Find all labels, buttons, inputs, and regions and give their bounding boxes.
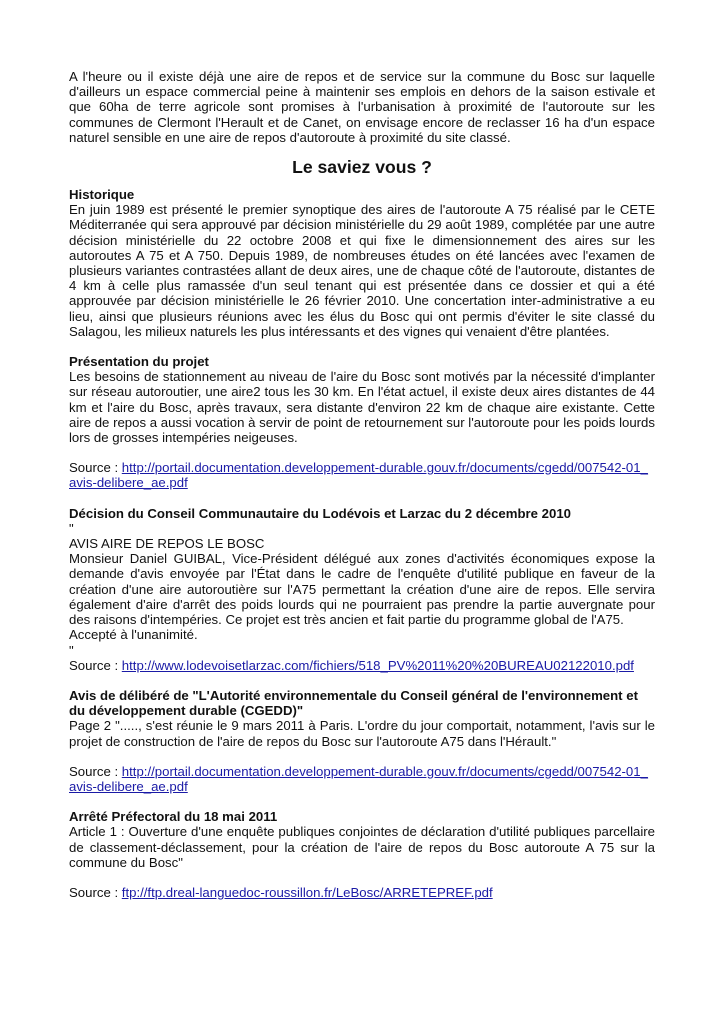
historique-paragraph: En juin 1989 est présenté le premier synoptique des aires de l'autoroute A 75 réalisé par le CETE Méditerranée qui sera approuvé par décision ministérielle du 29 août 1989, complétée par une autre décision ministérielle du 22 octobre 2008 et qui fixe le dimensionnement des aires sur les autoroutes A 75 et A 750. Depuis 1989, de nombreuses études on été lancées avec l'examen de plusieurs variantes contrastées allant de deux aires, une de chaque côté de l'autoroute, distantes de 4 km à celle plus ramassée d'un seul tenant qui est présentée dans ce dossier et qui a été approuvée par décision ministérielle le 26 février 2010. Une concertation inter-administrative a eu lieu, ainsi que plusieurs réunions avec les élus du Bosc qui ont permis d'éviter le site classé du Salagou, les milieux naturels les plus intéressants et des vignes qui venaient d'être plantées. [69,202,655,339]
source-link[interactable]: http://portail.documentation.developpement-durable.gouv.fr/documents/cgedd/007542-01_avis-delibere_ae.pdf [69,460,648,491]
section-heading-avis: Avis de délibéré de "L'Autorité environnementale du Conseil général de l'environnement et du développement durable (CGEDD)" [69,687,638,719]
section-arrete [69,809,655,900]
arrete-paragraph: Article 1 : Ouverture d'une enquête publiques conjointes de déclaration d'utilité publiques parcellaire de classement-déclassement, pour la création de l'aire de repos du Bosc autoroute A 75 sur la commune du Bosc" [69,824,655,870]
section-decision [69,506,655,673]
source-link[interactable]: http://portail.documentation.developpement-durable.gouv.fr/documents/cgedd/007542-01_avis-delibere_ae.pdf [69,763,648,794]
presentation-paragraph: Les besoins de stationnement au niveau de l'aire du Bosc sont motivés par la nécessité d'implanter sur réseau autoroutier, une aire2 tous les 30 km. En l'état actuel, il existe deux aires distantes de 44 km et l'aire du Bosc, après travaux, sera distante d'environ 22 km de chaque aire existante. Cette aire de repos a aussi vocation à servir de point de retournement sur l'autoroute pour les poids lourds lors de grosses intempéries neigeuses. [69,369,655,446]
avis-paragraph: Page 2 "....., s'est réunie le 9 mars 2011 à Paris. L'ordre du jour comportait, notamment, l'avis sur le projet de construction de l'aire de repos du Bosc sur l'autoroute A75 dans l'Hérault." [69,718,655,749]
quote-open: " [69,520,74,536]
decision-accepted: Accepté à l'unanimité. [69,627,198,643]
section-heading-decision: Décision du Conseil Communautaire du Lodévois et Larzac du 2 décembre 2010 [69,505,571,521]
source-label: Source : [69,884,122,900]
source-link[interactable]: ftp://ftp.dreal-languedoc-roussillon.fr/LeBosc/ARRETEPREF.pdf [121,884,493,900]
presentation-source [69,460,655,490]
page-title: Le saviez vous ? [292,157,432,178]
decision-paragraph: Monsieur Daniel GUIBAL, Vice-Président délégué aux zones d'activités économiques expose la demande d'avis envoyée par l'État dans le cadre de l'enquête d'utilité publique en faveur de la création d'une aire autoroutière sur l'A75 permettant la création d'une aire de repos. Elle servira également d'aire d'arrêt des poids lourds qui ne pourraient pas prendre la partie auvergnate pour des raisons d'intempéries. Ce projet est très ancien et fait partie du programme global de l'A75. [69,551,655,628]
document-page [69,69,655,900]
section-heading-arrete: Arrêté Préfectoral du 18 mai 2011 [69,809,278,825]
source-label: Source : [69,460,122,476]
section-heading-historique: Historique [69,187,135,203]
section-heading-presentation: Présentation du projet [69,354,209,370]
section-historique [69,187,655,339]
source-label: Source : [69,763,122,779]
arrete-source [69,885,655,900]
intro-paragraph: A l'heure ou il existe déjà une aire de repos et de service sur la commune du Bosc sur laquelle d'ailleurs un espace commercial peine à maintenir ses emplois en dehors de la saison estivale et que 60ha de terre agricole sont promises à l'urbanisation à proximité de l'autoroute sur les communes de Clermont l'Herault et de Canet, on envisage encore de reclasser 16 ha d'un espace naturel sensible en une aire de repos d'autoroute à proximité du site classé. [69,69,655,145]
source-link[interactable]: http://www.lodevoisetlarzac.com/fichiers/518_PV%2011%20%20BUREAU02122010.pdf [121,657,634,673]
avis-source [69,764,655,794]
section-presentation [69,354,655,491]
source-label: Source : [69,657,122,673]
decision-subtitle: AVIS AIRE DE REPOS LE BOSC [69,536,265,552]
section-avis [69,688,655,794]
decision-source [69,658,655,673]
quote-close: " [69,642,74,658]
